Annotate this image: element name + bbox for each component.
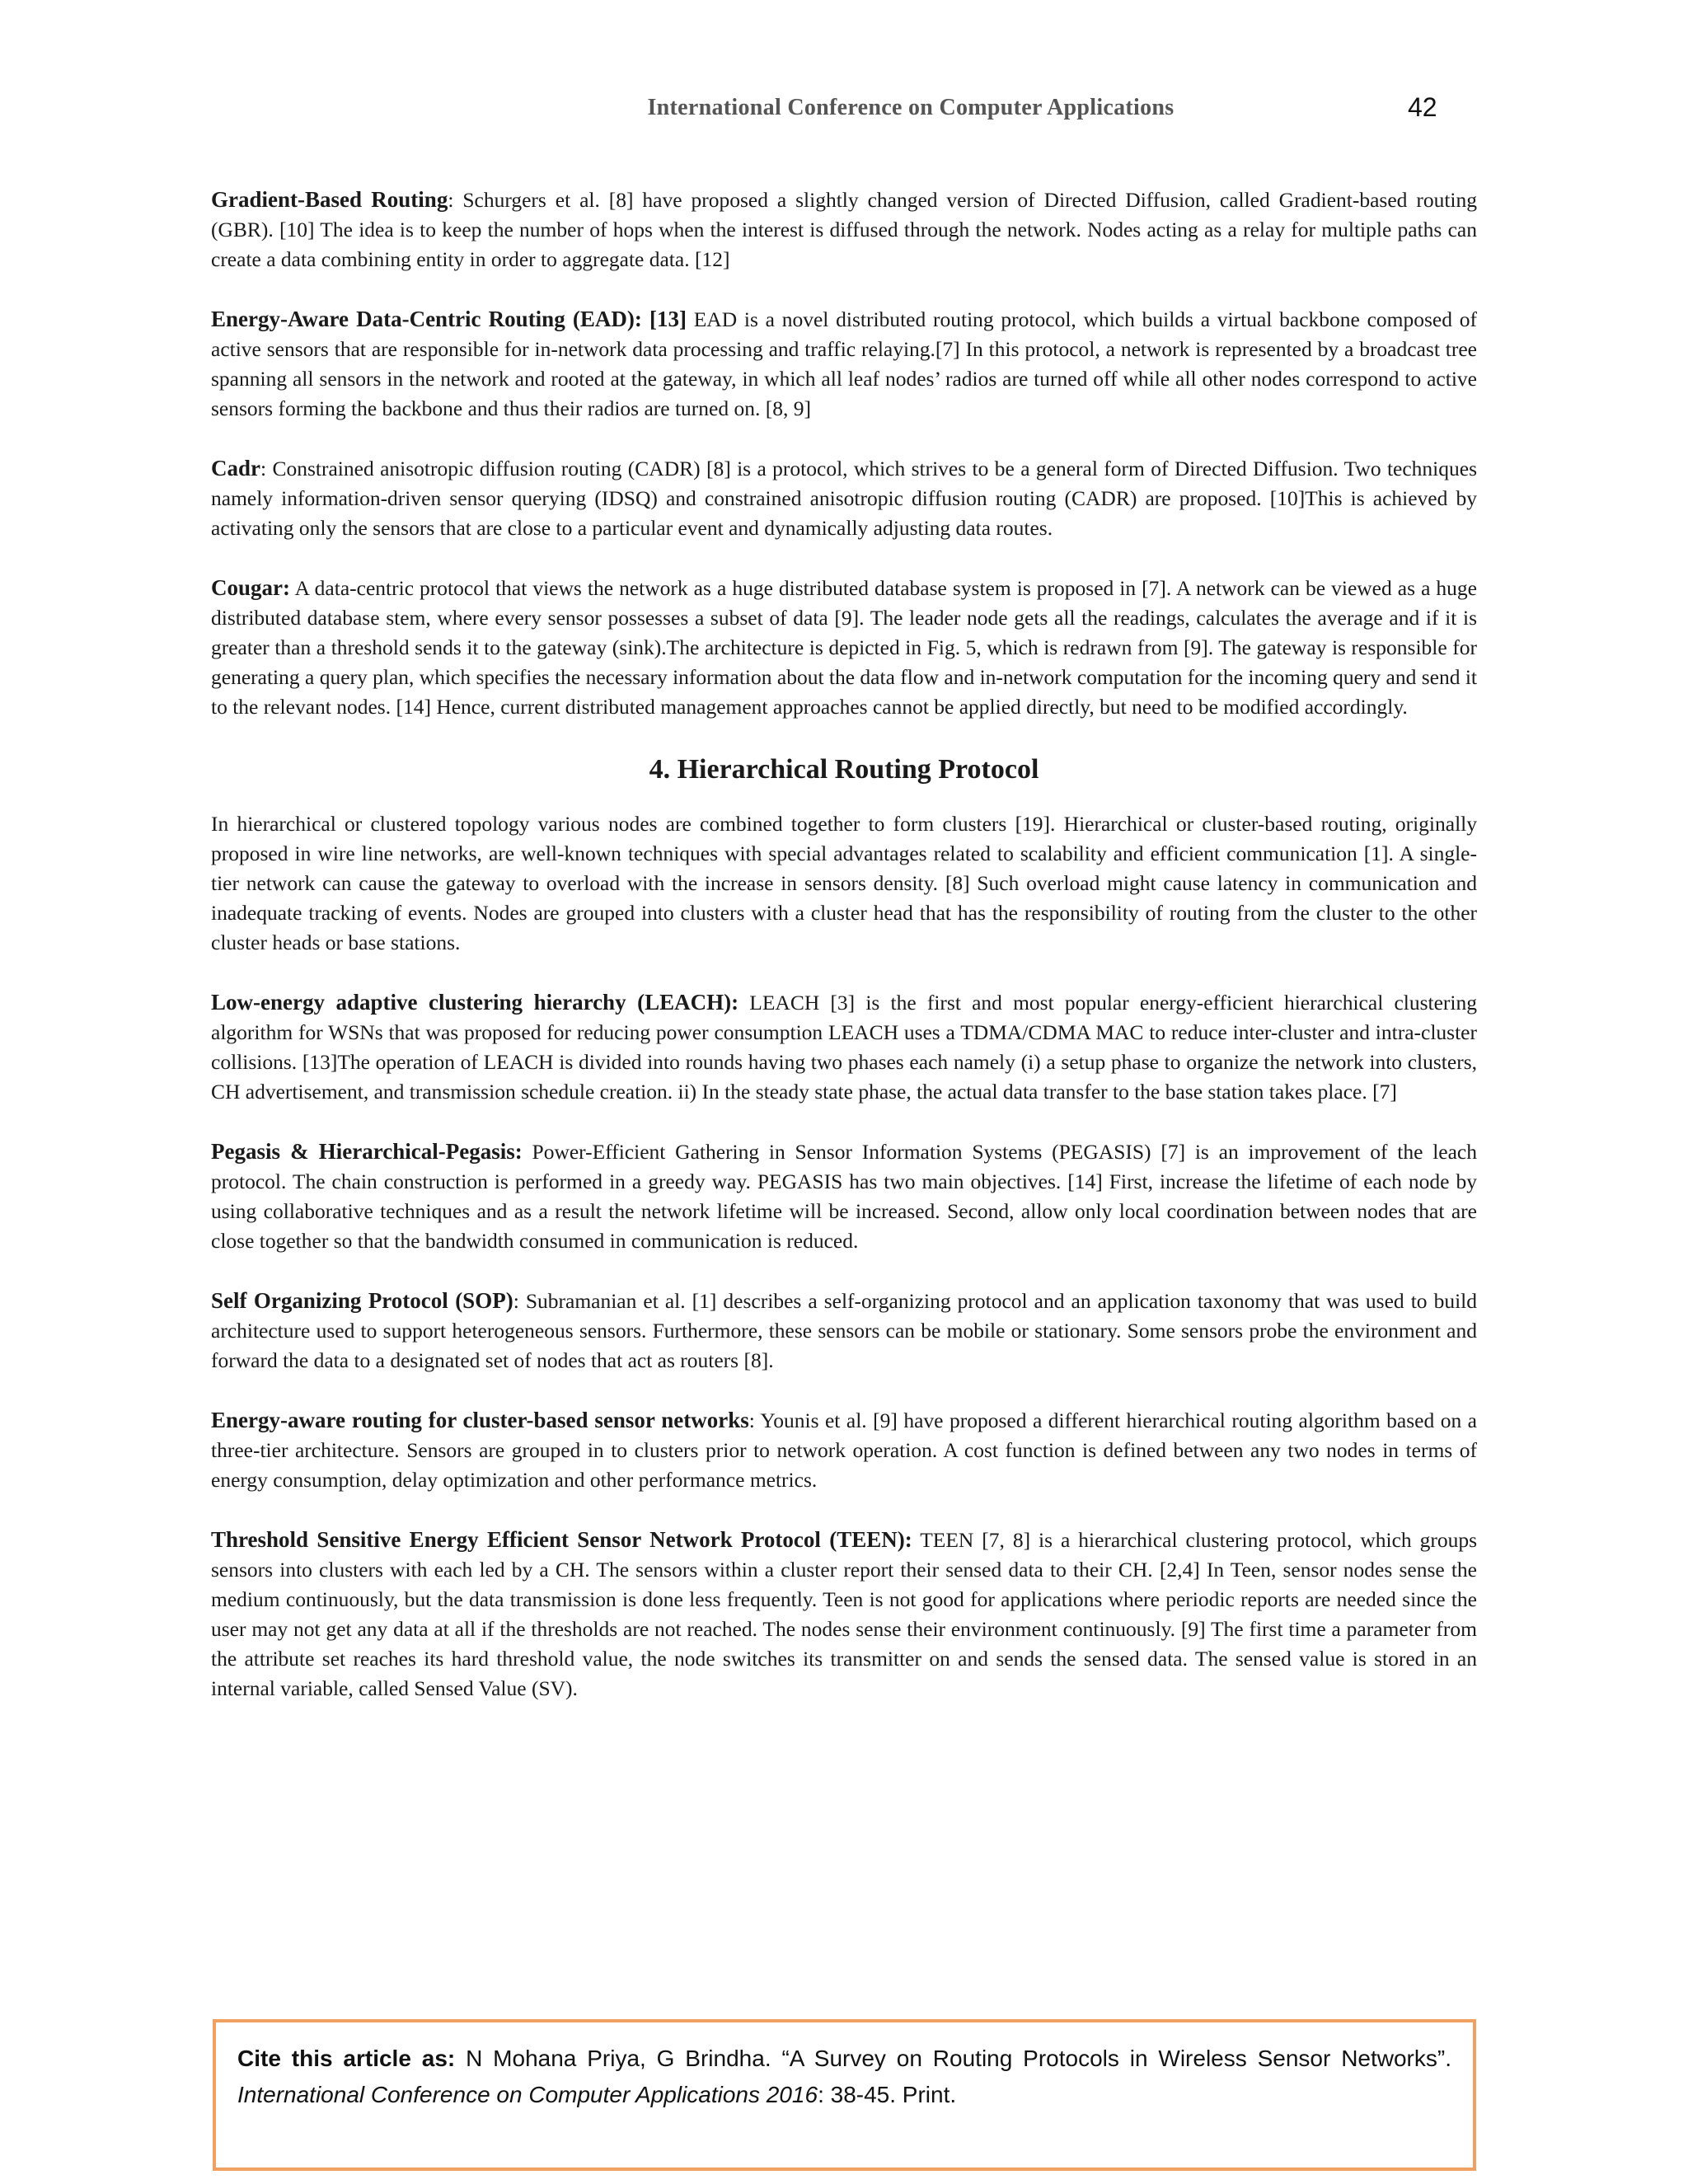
- page-number: 42: [1408, 92, 1437, 122]
- term-heading: Threshold Sensitive Energy Efficient Sensor Network Protocol (TEEN):: [211, 1527, 912, 1552]
- citation-box: [213, 2019, 1476, 2171]
- paragraph-text: TEEN [7, 8] is a hierarchical clustering protocol, which groups sensors into clusters with each led by a CH. The sensors within a cluster report their sensed data to their CH. [2,4] In Teen, sensor nodes sense the medium continuously, but the data transmission is done less frequently. Teen is not good for applications where periodic reports are needed since the user may not get any data at all if the thresholds are not reached. The nodes sense their environment continuously. [9] The first time a parameter from the attribute set reaches its hard threshold value, the node switches its transmitter on and sends the sensed data. The sensed value is stored in an internal variable, called Sensed Value (SV).: [211, 1528, 1478, 1700]
- paragraph-gradient-based-routing: [211, 185, 1477, 274]
- paragraph-text: : Younis et al. [9] have proposed a different hierarchical routing algorithm based on a three-tier architecture. Sensors are grouped in to clusters prior to network operation. A cost function is defined between any two nodes in terms of energy consumption, delay optimization and other performance metrics.: [211, 1408, 1477, 1492]
- term-heading: Energy-aware routing for cluster-based sensor networks: [211, 1408, 749, 1432]
- paragraph-leach: [211, 987, 1477, 1107]
- paragraph-text: A data-centric protocol that views the network as a huge distributed database system is proposed in [7]. A network can be viewed as a huge distributed database stem, where every sensor possesses a subset of data [9]. The leader node gets all the readings, calculates the average and if it is greater than a threshold sends it to the gateway (sink).The architecture is depicted in Fig. 5, which is redrawn from [9]. The gateway is responsible for generating a query plan, which specifies the necessary information about the data flow and in-network computation for the incoming query and send it to the relevant nodes. [14] Hence, current distributed management approaches cannot be applied directly, but need to be modified accordingly.: [211, 576, 1477, 719]
- paragraph-energy-aware-cluster: [211, 1405, 1477, 1495]
- term-heading: Self Organizing Protocol (SOP): [211, 1288, 513, 1313]
- paragraph-text: : Subramanian et al. [1] describes a self-organizing protocol and an application taxonomy that was used to build architecture used to support heterogeneous sensors. Furthermore, these sensors can be mobile or stationary. Some sensors probe the environment and forward the data to a designated set of nodes that act as routers [8].: [211, 1289, 1477, 1372]
- term-heading: Cadr: [211, 456, 260, 480]
- citation-pages: : 38-45. Print.: [818, 2082, 957, 2107]
- citation-conference: International Conference on Computer Applications 2016: [237, 2082, 818, 2107]
- term-heading: Energy-Aware Data-Centric Routing (EAD): [13]: [211, 307, 687, 331]
- citation-label: Cite this article as:: [237, 2046, 456, 2071]
- citation-line: [237, 2041, 1451, 2077]
- article-body: [211, 185, 1477, 1733]
- running-header-title: International Conference on Computer Applications: [647, 95, 1175, 120]
- paragraph-ead: [211, 304, 1477, 424]
- term-heading: Cougar:: [211, 575, 290, 600]
- term-heading: Low-energy adaptive clustering hierarchy (LEACH):: [211, 990, 739, 1015]
- paragraph-cougar: [211, 573, 1477, 722]
- paragraph-cadr: [211, 453, 1477, 543]
- paragraph-teen: [211, 1525, 1477, 1704]
- paragraph-text: : Schurgers et al. [8] have proposed a slightly changed version of Directed Diffusion, called Gradient-based routing (GBR). [10] The idea is to keep the number of hops when the interest is diffused through the network. Nodes acting as a relay for multiple paths can create a data combining entity in order to aggregate data. [12]: [211, 188, 1477, 271]
- section-intro-paragraph: In hierarchical or clustered topology various nodes are combined together to form clusters [19]. Hierarchical or cluster-based routing, originally proposed in wire line networks, are well-known techniques with special advantages related to scalability and efficient communication [1]. A single-tier network can cause the gateway to overload with the increase in sensors density. [8] Such overload might cause latency in communication and inadequate tracking of events. Nodes are grouped into clusters with a cluster head that has the responsibility of routing from the cluster to the other cluster heads or base stations.: [211, 812, 1477, 954]
- paragraph-text: EAD is a novel distributed routing protocol, which builds a virtual backbone composed of active sensors that are responsible for in-network data processing and traffic relaying.[7] In this protocol, a network is represented by a broadcast tree spanning all sensors in the network and rooted at the gateway, in which all leaf nodes’ radios are turned off while all other nodes correspond to active sensors forming the backbone and thus their radios are turned on. [8, 9]: [211, 307, 1478, 420]
- citation-authors-title: N Mohana Priya, G Brindha. “A Survey on Routing Protocols in Wireless Sensor Networks”.: [455, 2046, 1451, 2071]
- term-heading: Pegasis & Hierarchical-Pegasis:: [211, 1139, 523, 1164]
- paragraph-text: LEACH [3] is the first and most popular energy-efficient hierarchical clustering algorithm for WSNs that was proposed for reducing power consumption LEACH uses a TDMA/CDMA MAC to reduce inter-cluster and intra-cluster collisions. [13]The operation of LEACH is divided into rounds having two phases each namely (i) a setup phase to organize the network into clusters, CH advertisement, and transmission schedule creation. ii) In the steady state phase, the actual data transfer to the base station takes place. [7]: [211, 991, 1477, 1104]
- term-heading: Gradient-Based Routing: [211, 187, 448, 212]
- paragraph-sop: [211, 1286, 1477, 1376]
- paragraph-pegasis: [211, 1137, 1477, 1256]
- paragraph-text: : Constrained anisotropic diffusion routing (CADR) [8] is a protocol, which strives to be a general form of Directed Diffusion. Two techniques namely information-driven sensor querying (IDSQ) and constrained anisotropic diffusion routing (CADR) are proposed. [10]This is achieved by activating only the sensors that are close to a particular event and dynamically adjusting data routes.: [211, 457, 1477, 540]
- paragraph-text: Power-Efficient Gathering in Sensor Information Systems (PEGASIS) [7] is an improvement of the leach protocol. The chain construction is performed in a greedy way. PEGASIS has two main objectives. [14] First, increase the lifetime of each node by using collaborative techniques and as a result the network lifetime will be increased. Second, allow only local coordination between nodes that are close together so that the bandwidth consumed in communication is reduced.: [211, 1140, 1477, 1253]
- citation-source-line: [237, 2077, 1451, 2113]
- section-heading: 4. Hierarchical Routing Protocol: [649, 754, 1039, 785]
